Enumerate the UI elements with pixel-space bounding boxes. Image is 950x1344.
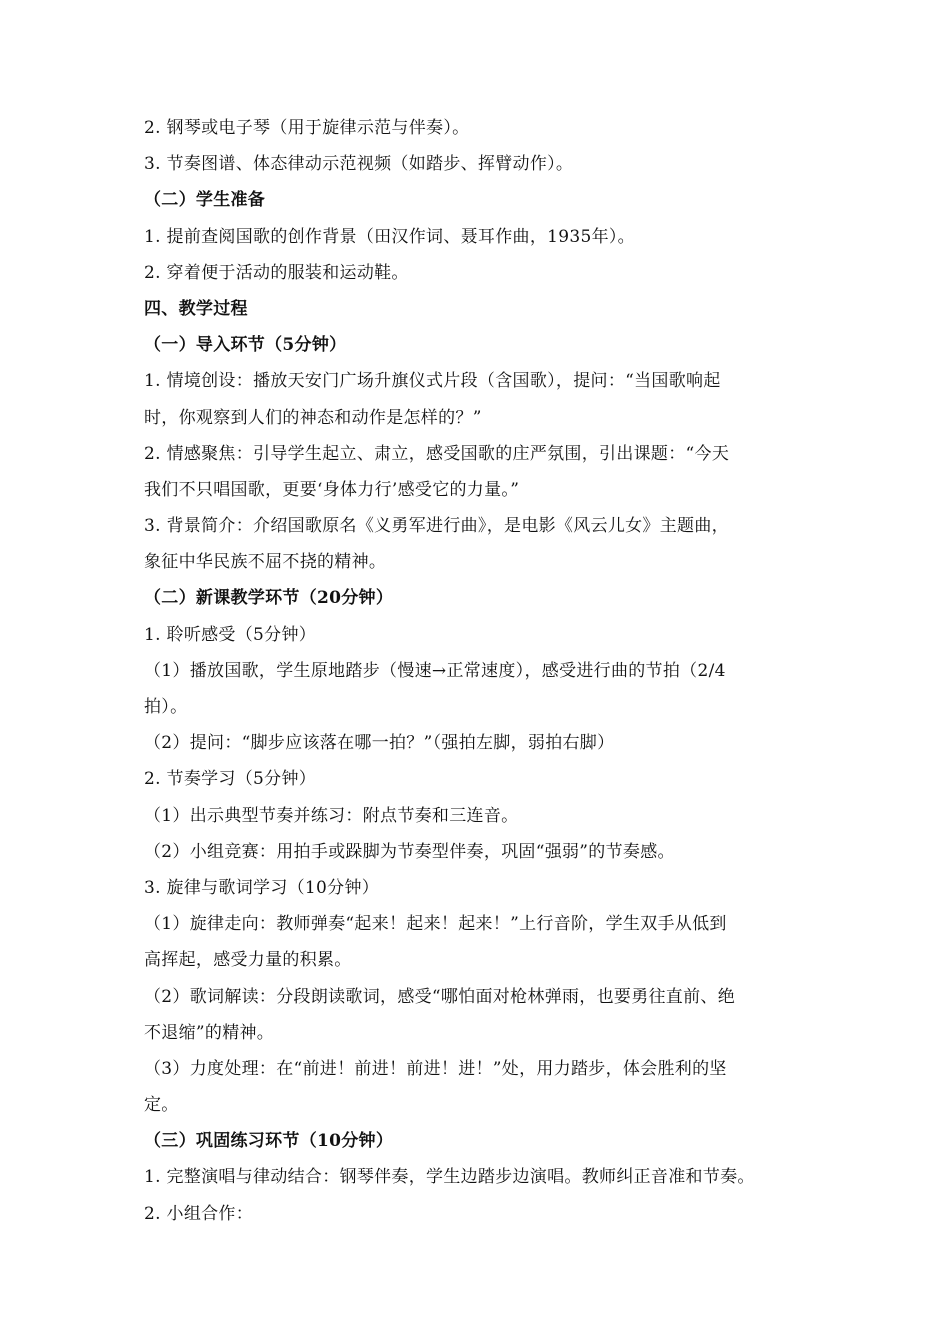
text-line: 2. 小组合作： xyxy=(144,1203,254,1224)
section-heading: （一）导入环节（5分钟） xyxy=(144,335,347,356)
text-line: 1. 提前查阅国歌的创作背景（田汉作词、聂耳作曲，1935年）。 xyxy=(144,226,635,247)
text-line: 定。 xyxy=(144,1095,179,1116)
text-line: （2）歌词解读：分段朗读歌词，感受“哪怕面对枪林弹雨，也要勇往直前、绝 xyxy=(144,986,736,1007)
text-line: 2. 穿着便于活动的服装和运动鞋。 xyxy=(144,262,409,283)
text-line: 象征中华民族不屈不挠的精神。 xyxy=(144,552,387,573)
text-line: （1）出示典型节奏并练习：附点节奏和三连音。 xyxy=(144,805,519,826)
text-line: 2. 钢琴或电子琴（用于旋律示范与伴奏）。 xyxy=(144,118,470,138)
text-line: 1. 聆听感受（5分钟） xyxy=(144,624,317,645)
text-line: （2）小组竞赛：用拍手或跺脚为节奏型伴奏，巩固“强弱”的节奏感。 xyxy=(144,841,675,862)
text-line: 高挥起，感受力量的积累。 xyxy=(144,950,352,971)
document-body xyxy=(144,110,824,1232)
text-line: （1）旋律走向：教师弹奏“起来！起来！起来！”上行音阶，学生双手从低到 xyxy=(144,914,727,935)
text-line: （3）力度处理：在“前进！前进！前进！进！”处，用力踏步，体会胜利的坚 xyxy=(144,1058,727,1079)
text-line: 3. 节奏图谱、体态律动示范视频（如踏步、挥臂动作）。 xyxy=(144,154,574,175)
text-line: 我们不只唱国歌，更要‘身体力行’感受它的力量。” xyxy=(144,479,520,500)
text-line: 3. 旋律与歌词学习（10分钟） xyxy=(144,877,380,898)
text-line: 1. 完整演唱与律动结合：钢琴伴奏，学生边踏步边演唱。教师纠正音准和节奏。 xyxy=(144,1167,755,1188)
text-line: （2）提问：“脚步应该落在哪一拍？”（强拍左脚，弱拍右脚） xyxy=(144,733,615,754)
text-line: 2. 情感聚焦：引导学生起立、肃立，感受国歌的庄严氛围，引出课题：“今天 xyxy=(144,443,730,464)
section-heading: （二）学生准备 xyxy=(144,190,266,211)
text-line: 拍）。 xyxy=(144,697,188,717)
section-heading: 四、教学过程 xyxy=(144,298,248,319)
section-heading: （二）新课教学环节（20分钟） xyxy=(144,588,394,609)
text-line: （1）播放国歌，学生原地踏步（慢速→正常速度），感受进行曲的节拍（2/4 xyxy=(144,660,726,681)
text-line: 不退缩”的精神。 xyxy=(144,1022,275,1043)
section-heading: （三）巩固练习环节（10分钟） xyxy=(144,1131,394,1152)
text-line: 1. 情境创设：播放天安门广场升旗仪式片段（含国歌），提问：“当国歌响起 xyxy=(144,371,721,392)
text-line: 时，你观察到人们的神态和动作是怎样的？” xyxy=(144,407,482,428)
text-line: 3. 背景简介：介绍国歌原名《义勇军进行曲》，是电影《风云儿女》主题曲， xyxy=(144,516,729,537)
text-line: 2. 节奏学习（5分钟） xyxy=(144,769,317,790)
